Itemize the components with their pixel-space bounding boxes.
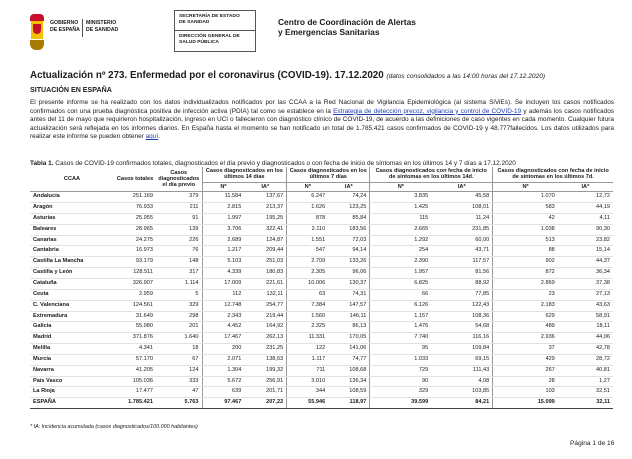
table-cell: 124.561 [114,300,156,311]
table-cell: 6.247 [287,192,329,203]
table-cell: 28.965 [114,224,156,235]
table-cell: 88,92 [431,278,492,289]
table-cell: 1.957 [370,268,431,279]
table-cell: 322,41 [244,224,286,235]
table-cell: 267 [493,365,558,376]
table-cell: 1.117 [287,354,329,365]
table-cell: 262,13 [244,333,286,344]
table-cell: 11.331 [287,333,329,344]
table-cell: 201,71 [244,387,286,398]
table-cell: 2.071 [202,354,244,365]
table-cell: 317 [156,268,202,279]
table-cell: 132,11 [244,289,286,300]
table-cell: 7.384 [287,300,329,311]
table-row [30,322,613,333]
table-cell: 2.110 [287,224,329,235]
table-cell: 199,32 [244,365,286,376]
table-cell: 1.560 [287,311,329,322]
table-cell: 379 [156,192,202,203]
table-cell: 24.275 [114,235,156,246]
secretariat-box [174,10,256,52]
intro-paragraph [30,99,614,142]
table-cell-ccaa: Murcia [30,354,114,365]
table-cell: 96,06 [328,268,370,279]
table-cell: 39.599 [370,398,431,409]
secretariat-row: SECRETARÍA DE ESTADO DE SANIDAD [174,10,256,31]
table-cell: 329 [156,300,202,311]
table-cell: 429 [493,354,558,365]
intro-text-2: y además los casos notificados antes del 11 de mayo que requirieron hospitalización, ingreso en UCI o fallecieron con diagnóstico clínico de COVID-19, de acuerdo a las definiciones de caso vigentes en cada momento. Cualquier futura actualización será reflejada en los informes diarios. En España hasta el momento se han notificado un total de 1.785.421 casos confirmados de COVID-19 y 48.777fallecidos. Los datos utilizados para realizar este informe se pueden obtener [30,107,615,141]
table-cell: 90 [370,376,431,387]
table-caption-text: Casos de COVID-19 confirmados totales, diagnosticados el día previo y diagnosticados o con fecha de inicio de síntomas en los últimos 14 y 7 días a 17.12.2020 [53,160,516,167]
table-cell: 57.170 [114,354,156,365]
cases-table [30,167,613,409]
table-cell: 18 [156,344,202,355]
table-cell: 2.343 [202,311,244,322]
table-cell: 44,19 [558,203,613,214]
table-cell: 15.099 [493,398,558,409]
table-cell: 86,13 [328,322,370,333]
table-cell: 67 [156,354,202,365]
table-cell: 4,08 [431,376,492,387]
table-cell: 146,11 [328,311,370,322]
table-cell-ccaa: Madrid [30,333,114,344]
table-cell: 23,82 [558,235,613,246]
table-cell: 344 [287,387,329,398]
table-cell: 2.305 [287,268,329,279]
table-cell: 1.785.421 [114,398,156,409]
table-cell: 123,25 [328,203,370,214]
table-cell: 489 [493,322,558,333]
table-cell: 12,72 [558,192,613,203]
table-cell-ccaa: Canarias [30,235,114,246]
table-cell: 1.157 [370,311,431,322]
table-cell: 122,43 [431,300,492,311]
table-row [30,289,613,300]
table-cell: 42 [493,213,558,224]
page-header [0,0,632,58]
table-cell: 4.341 [114,344,156,355]
table-cell: 18,11 [558,322,613,333]
table-cell: 16.973 [114,246,156,257]
table-row [30,246,613,257]
table-cell-ccaa: Galicia [30,322,114,333]
table-cell: 118,97 [328,398,370,409]
table-cell: 10.006 [287,278,329,289]
table-row [30,344,613,355]
table-cell: 639 [202,387,244,398]
table-cell: 77,85 [431,289,492,300]
table-cell: 85,84 [328,213,370,224]
coat-of-arms-icon [30,14,44,50]
table-cell: 251,03 [244,257,286,268]
table-cell: 211 [156,203,202,214]
table-cell: 55.980 [114,322,156,333]
table-cell: 17.009 [202,278,244,289]
col-prev: Casos diagnosticados el día previo [156,167,202,192]
table-cell: 66 [370,289,431,300]
logo-divider [82,19,83,37]
intro-text-3: . [158,133,160,141]
table-cell: 180,83 [244,268,286,279]
table-cell: 93.179 [114,257,156,268]
center-title: Centro de Coordinación de Alertas y Emergencias Sanitarias [278,17,416,37]
table-cell: 5.103 [202,257,244,268]
table-cell: 2.390 [370,257,431,268]
table-cell: 1.070 [493,192,558,203]
table-cell: 547 [287,246,329,257]
table-cell: 195,25 [244,213,286,224]
table-cell: 91 [156,213,202,224]
table-cell: 95 [370,344,431,355]
table-cell: 122 [287,344,329,355]
table-row [30,203,613,214]
table-cell-ccaa: Melilla [30,344,114,355]
government-logo [30,14,162,52]
table-cell: 130,37 [328,278,370,289]
table-cell: 103,85 [431,387,492,398]
table-cell: 629 [493,311,558,322]
table-cell: 31.649 [114,311,156,322]
table-cell: 117,57 [431,257,492,268]
table-cell: 1.292 [370,235,431,246]
table-cell: 1.217 [202,246,244,257]
table-cell: 76.933 [114,203,156,214]
table-row [30,235,613,246]
table-cell-ccaa: ESPAÑA [30,398,114,409]
table-cell: 2.936 [493,333,558,344]
table-cell: 1.997 [202,213,244,224]
table-cell: 37,38 [558,278,613,289]
table-cell-ccaa: Extremadura [30,311,114,322]
table-cell: 902 [493,257,558,268]
table-body [30,192,613,409]
table-cell: 6.126 [370,300,431,311]
table-cell: 32,11 [558,398,613,409]
table-cell: 124 [156,365,202,376]
table-cell: 81,56 [431,268,492,279]
table-cell-ccaa: Cantabria [30,246,114,257]
col-diag14: Casos diagnosticados en los últimos 14 días [202,167,287,182]
table-cell: 729 [370,365,431,376]
table-cell: 141,06 [328,344,370,355]
update-note: (datos consolidados a las 14:00 horas del 17.12.2020) [386,73,546,80]
table-cell: 3.835 [370,192,431,203]
table-cell: 37 [493,344,558,355]
table-cell: 231,25 [244,344,286,355]
table-cell: 231,85 [431,224,492,235]
table-cell: 183,56 [328,224,370,235]
section-heading: SITUACIÓN EN ESPAÑA [30,86,112,94]
table-cell: 226 [156,235,202,246]
table-cell: 36,34 [558,268,613,279]
table-cell: 1,27 [558,376,613,387]
table-cell: 170,05 [328,333,370,344]
table-cell: 371.876 [114,333,156,344]
table-cell: 97.467 [202,398,244,409]
subcol-n: Nº [493,182,558,191]
table-cell: 112 [202,289,244,300]
table-row [30,224,613,235]
table-cell: 2.959 [114,289,156,300]
table-cell: 878 [287,213,329,224]
table-cell: 1.114 [156,278,202,289]
table-row [30,354,613,365]
table-cell-ccaa: Asturias [30,213,114,224]
table-cell: 88 [493,246,558,257]
table-cell: 583 [493,203,558,214]
table-cell: 6.825 [370,278,431,289]
table-cell: 3.010 [287,376,329,387]
subcol-ia: IA* [244,182,286,191]
table-cell: 115 [370,213,431,224]
table-row [30,333,613,344]
table-cell: 2.815 [202,203,244,214]
table-header-row [30,167,613,182]
table-cell: 1.640 [156,333,202,344]
subcol-n: Nº [287,182,329,191]
table-cell: 254 [370,246,431,257]
table-row [30,311,613,322]
table-cell-ccaa: Andalucía [30,192,114,203]
table-cell: 84,21 [431,398,492,409]
table-cell: 108,68 [328,365,370,376]
table-cell: 872 [493,268,558,279]
table-cell-ccaa: Cataluña [30,278,114,289]
table-cell: 201 [156,322,202,333]
table-cell: 94,14 [328,246,370,257]
col-ccaa: CCAA [30,167,114,192]
table-cell: 74,24 [328,192,370,203]
col-total: Casos totales [114,167,156,192]
intro-text-1: El presente informe se ha realizado con los datos individualizados notificados por las CCAA a la Red Nacional de Vigilancia Epidemiológica (al sistema SiViEs). Se incluyen los casos notificados confirmados con una prueba diagnóstica positiva de infección activa (PDIA) tal como se establece en la [30,99,614,115]
table-cell: 5 [156,289,202,300]
table-cell: 138,63 [244,354,286,365]
table-cell: 72,03 [328,235,370,246]
table-cell: 2.665 [370,224,431,235]
subcol-ia: IA* [328,182,370,191]
table-cell: 55.946 [287,398,329,409]
table-cell: 45,58 [431,192,492,203]
col-sint7: Casos diagnosticados con fecha de inicio de síntomas en los últimos 7d. [493,167,613,182]
table-cell: 209,44 [244,246,286,257]
table-cell: 28 [493,376,558,387]
table-cell: 74,31 [328,289,370,300]
table-cell: 1.626 [287,203,329,214]
table-cell: 17.477 [114,387,156,398]
table-cell: 219,44 [244,311,286,322]
table-cell: 128.511 [114,268,156,279]
table-cell: 2.709 [287,257,329,268]
table-cell: 124,87 [244,235,286,246]
table-cell: 4.339 [202,268,244,279]
table-cell-ccaa: C. Valenciana [30,300,114,311]
table-cell: 7.740 [370,333,431,344]
table-row [30,387,613,398]
directorate-row: DIRECCIÓN GENERAL DE SALUD PÚBLICA [174,31,256,52]
table-cell: 326.907 [114,278,156,289]
table-cell: 108,01 [431,203,492,214]
page-number: Página 1 de 16 [570,440,615,447]
table-cell: 43,71 [431,246,492,257]
table-cell: 12.748 [202,300,244,311]
table-cell: 139 [156,224,202,235]
table-cell: 5.763 [156,398,202,409]
table-cell: 1.033 [370,354,431,365]
table-cell: 11,24 [431,213,492,224]
table-cell: 41.205 [114,365,156,376]
table-cell: 251.169 [114,192,156,203]
table-cell: 11.584 [202,192,244,203]
table-cell: 23 [493,289,558,300]
table-row [30,365,613,376]
table-cell: 2.325 [287,322,329,333]
table-cell: 1.551 [287,235,329,246]
table-cell: 116,16 [431,333,492,344]
table-cell: 63 [287,289,329,300]
table-cell-ccaa: Ceuta [30,289,114,300]
table-row [30,300,613,311]
table-row [30,376,613,387]
strategy-link[interactable]: Estrategia de detección precoz, vigilancia y control de COVID-19 [333,107,522,115]
table-row [30,213,613,224]
table-cell: 105.036 [114,376,156,387]
update-title [30,70,545,81]
table-cell: 1.476 [370,322,431,333]
table-total-row [30,398,613,409]
subcol-n: Nº [202,182,244,191]
table-cell: 43,63 [558,300,613,311]
subcol-ia: IA* [431,182,492,191]
table-caption-label: Tabla 1. [30,160,54,167]
table-cell: 76 [156,246,202,257]
table-cell: 200 [202,344,244,355]
table-cell: 2.183 [493,300,558,311]
table-cell: 58,91 [558,311,613,322]
table-cell: 298 [156,311,202,322]
table-cell: 109,84 [431,344,492,355]
table-cell: 256,91 [244,376,286,387]
table-cell: 1.038 [493,224,558,235]
table-cell: 221,61 [244,278,286,289]
table-cell-ccaa: Baleares [30,224,114,235]
table-row [30,257,613,268]
table-cell: 513 [493,235,558,246]
table-cell: 90,30 [558,224,613,235]
table-cell-ccaa: País Vasco [30,376,114,387]
table-cell: 133,26 [328,257,370,268]
table-cell: 28,72 [558,354,613,365]
col-diag7: Casos diagnosticados en los últimos 7 días [287,167,370,182]
table-cell: 111,43 [431,365,492,376]
table-cell: 103 [493,387,558,398]
table-cell: 254,77 [244,300,286,311]
data-source-link[interactable]: aquí [145,133,159,141]
update-title-text: Actualización nº 273. Enfermedad por el coronavirus (COVID-19). 17.12.2020 [30,70,384,81]
table-cell: 2.869 [493,278,558,289]
table-cell: 25.955 [114,213,156,224]
subcol-ia: IA* [558,182,613,191]
table-cell: 333 [156,376,202,387]
table-cell: 47 [156,387,202,398]
table-cell: 4,11 [558,213,613,224]
table-cell: 32,51 [558,387,613,398]
table-cell: 3.706 [202,224,244,235]
table-cell: 108,36 [431,311,492,322]
footnote: * IA: Incidencia acumulada (casos diagnosticados/100.000 habitantes) [30,424,198,430]
table-caption [30,160,516,167]
table-row [30,192,613,203]
table-cell: 44,06 [558,333,613,344]
table-cell: 60,00 [431,235,492,246]
table-cell: 54,68 [431,322,492,333]
table-row [30,278,613,289]
table-cell: 1.425 [370,203,431,214]
table-row [30,268,613,279]
subcol-n: Nº [370,182,431,191]
table-cell: 213,37 [244,203,286,214]
table-cell: 147,57 [328,300,370,311]
table-cell: 108,59 [328,387,370,398]
table-cell: 40,81 [558,365,613,376]
table-cell: 69,15 [431,354,492,365]
table-cell-ccaa: Castilla y León [30,268,114,279]
table-cell-ccaa: Navarra [30,365,114,376]
table-cell: 1.304 [202,365,244,376]
table-cell: 44,37 [558,257,613,268]
table-cell: 15,14 [558,246,613,257]
table-cell: 2.689 [202,235,244,246]
col-sint14: Casos diagnosticados con fecha de inicio de síntomas en los últimos 14d. [370,167,493,182]
table-cell: 4.452 [202,322,244,333]
table-cell: 5.672 [202,376,244,387]
table-cell: 27,13 [558,289,613,300]
table-cell: 74,77 [328,354,370,365]
table-cell: 42,78 [558,344,613,355]
table-cell: 136,34 [328,376,370,387]
table-cell: 17.467 [202,333,244,344]
table-cell: 207,22 [244,398,286,409]
table-cell: 164,92 [244,322,286,333]
table-cell: 711 [287,365,329,376]
table-cell-ccaa: Castilla La Mancha [30,257,114,268]
government-label: GOBIERNO DE ESPAÑA [50,20,80,33]
table-cell-ccaa: La Rioja [30,387,114,398]
table-cell: 329 [370,387,431,398]
table-cell: 148 [156,257,202,268]
ministry-label: MINISTERIO DE SANIDAD [86,20,119,33]
table-cell-ccaa: Aragón [30,203,114,214]
table-cell: 137,67 [244,192,286,203]
